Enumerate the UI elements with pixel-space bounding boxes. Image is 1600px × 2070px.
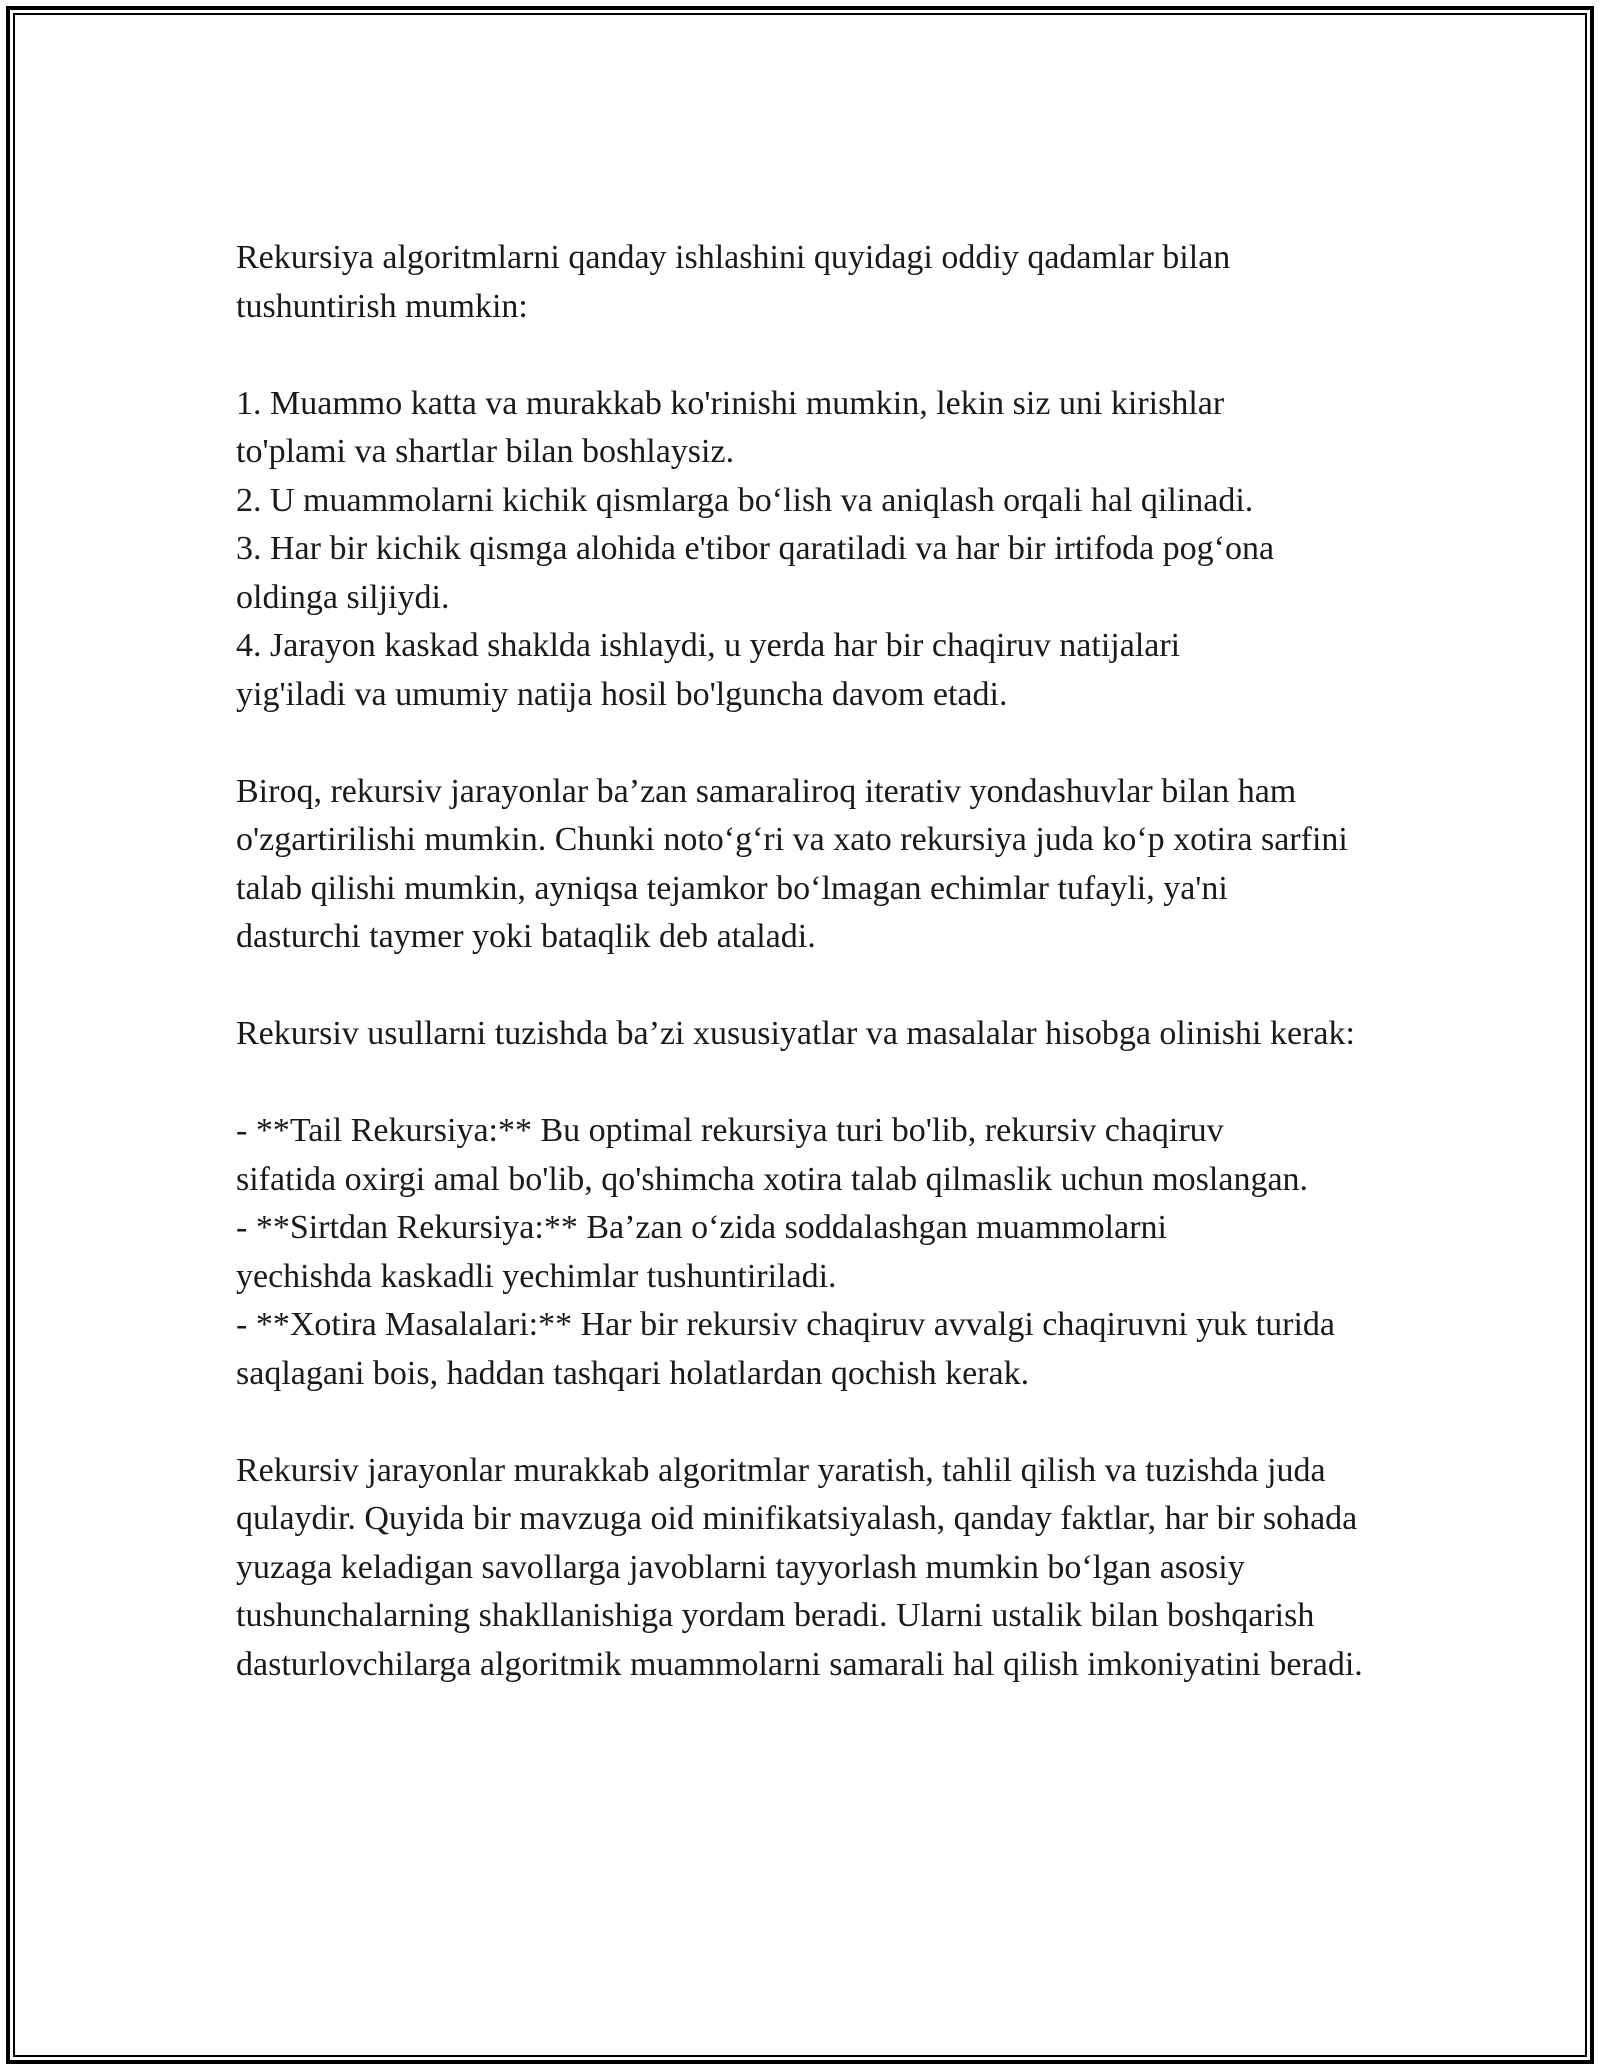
feature-item-xotira: - **Xotira Masalalari:** Har bir rekursiv chaqiruv avvalgi chaqiruvni yuk turida saqlagani bois, haddan tashqari holatlardan qochish kerak. xyxy=(236,1306,1335,1392)
step-item-3: 3. Har bir kichik qismga alohida e'tibor qaratiladi va har bir irtifoda pog‘ona oldinga siljiydi. xyxy=(236,530,1275,616)
document-body xyxy=(236,234,1376,1738)
features-list xyxy=(236,1107,1376,1398)
biroq-paragraph: Biroq, rekursiv jarayonlar ba’zan samaraliroq iterativ yondashuvlar bilan ham o'zgartirilishi mumkin. Chunki noto‘g‘ri va xato rekursiya juda ko‘p xotira sarfini talab qilishi mumkin, ayniqsa tejamkor bo‘lmagan echimlar tufayli, ya'ni dasturchi taymer yoki bataqlik deb ataladi. xyxy=(236,772,1348,955)
step-item-2: 2. U muammolarni kichik qismlarga bo‘lish va aniqlash orqali hal qilinadi. xyxy=(236,481,1254,519)
steps-list xyxy=(236,380,1376,720)
intro-paragraph: Rekursiya algoritmlarni qanday ishlashini quyidagi oddiy qadamlar bilan tushuntirish mumkin: xyxy=(236,239,1231,325)
usullar-paragraph: Rekursiv usullarni tuzishda ba’zi xususiyatlar va masalalar hisobga olinishi kerak: xyxy=(236,1015,1355,1052)
feature-item-tail: - **Tail Rekursiya:** Bu optimal rekursiya turi bo'lib, rekursiv chaqiruv sifatida oxirgi amal bo'lib, qo'shimcha xotira talab qilmaslik uchun moslangan. xyxy=(236,1112,1309,1198)
step-item-1: 1. Muammo katta va murakkab ko'rinishi mumkin, lekin siz uni kirishlar to'plami va shartlar bilan boshlaysiz. xyxy=(236,384,1225,470)
feature-item-sirtdan: - **Sirtdan Rekursiya:** Ba’zan o‘zida soddalashgan muammolarni yechishda kaskadli yechimlar tushuntiriladi. xyxy=(236,1209,1167,1295)
step-item-4: 4. Jarayon kaskad shaklda ishlaydi, u yerda har bir chaqiruv natijalari yig'iladi va umumiy natija hosil bo'lguncha davom etadi. xyxy=(236,627,1181,713)
final-paragraph: Rekursiv jarayonlar murakkab algoritmlar yaratish, tahlil qilish va tuzishda juda qulaydir. Quyida bir mavzuga oid minifikatsiyalash, qanday faktlar, har bir sohada yuzaga keladigan savollarga javoblarni tayyorlash mumkin bo‘lgan asosiy tushunchalarning shakllanishiga yordam beradi. Ularni ustalik bilan boshqarish dasturlovchilarga algoritmik muammolarni samarali hal qilish imkoniyatini beradi. xyxy=(236,1451,1363,1683)
